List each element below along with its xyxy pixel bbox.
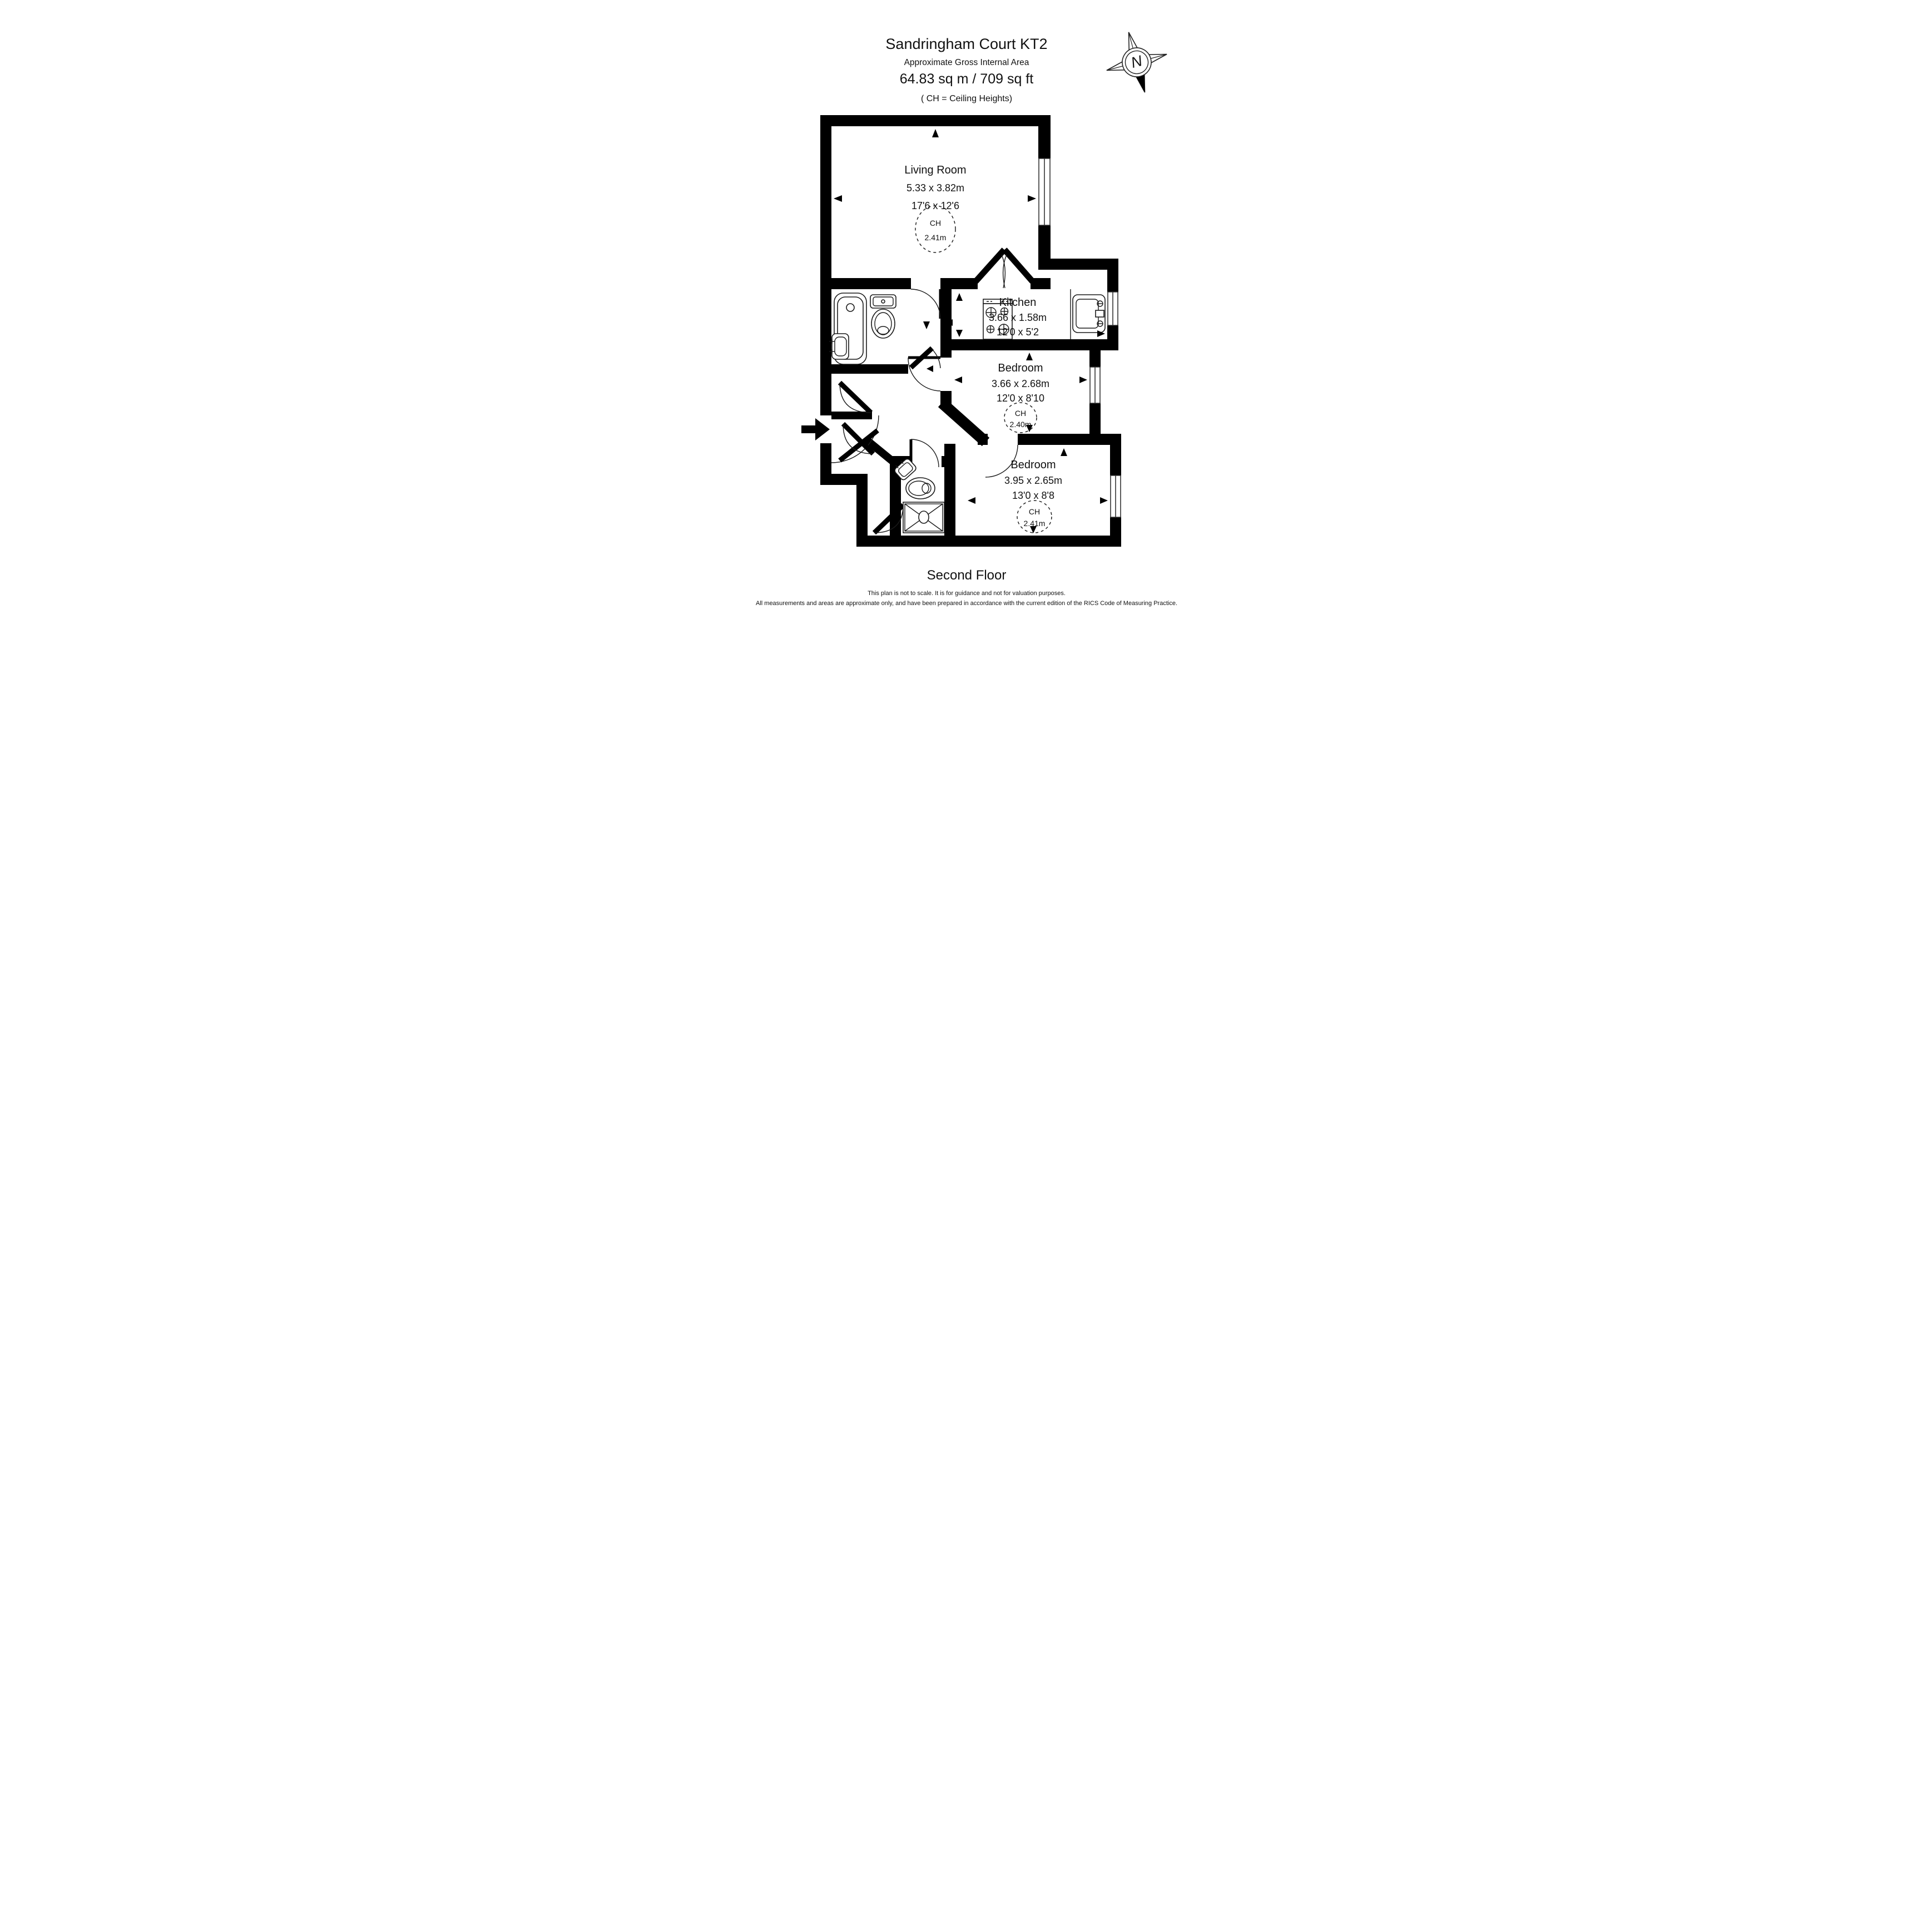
ch-label: CH <box>929 219 942 227</box>
ch-label: CH <box>1028 507 1041 516</box>
toilet-icon <box>870 295 896 338</box>
room-name: Bedroom <box>1010 459 1056 471</box>
room-living-room <box>904 164 966 252</box>
gross-area: 64.83 sq m / 709 sq ft <box>899 71 1034 87</box>
room-name: Bedroom <box>998 362 1043 374</box>
kitchen-sink-icon <box>1073 295 1105 333</box>
ch-ellipse <box>915 206 955 252</box>
ch-label: CH <box>1014 409 1027 418</box>
room-imperial: 12'0 x 5'2 <box>997 326 1039 338</box>
disclaimer-line-2: All measurements and areas are approximate only, and have been prepared in accordance with the current edition of the RICS Code of Measuring Practice. <box>756 600 1177 607</box>
room-metric: 5.33 x 3.82m <box>906 182 965 194</box>
room-bedroom-1 <box>992 362 1049 433</box>
room-name: Kitchen <box>999 296 1037 309</box>
kitchen-double-door <box>978 252 1031 288</box>
ch-value: 2.40m <box>1009 420 1032 429</box>
compass-label: N <box>1129 52 1145 72</box>
room-imperial: 17'6 x 12'6 <box>911 200 959 211</box>
entrance-arrow-icon <box>801 418 830 440</box>
page-subtitle: Approximate Gross Internal Area <box>904 58 1029 67</box>
ch-note: ( CH = Ceiling Heights) <box>920 94 1013 103</box>
compass-north-icon <box>1098 24 1175 100</box>
room-metric: 3.95 x 2.65m <box>1004 475 1063 486</box>
disclaimer-line-1: This plan is not to scale. It is for guidance and not for valuation purposes. <box>868 590 1066 597</box>
window-kitchen <box>1107 292 1118 325</box>
basin-icon <box>829 334 849 359</box>
door-living-room <box>911 289 940 319</box>
floorplan-page <box>644 0 1288 644</box>
shower-icon <box>903 502 944 533</box>
room-name: Living Room <box>904 164 967 176</box>
room-bedroom-2 <box>1004 459 1062 533</box>
door-ensuite <box>911 439 939 467</box>
room-imperial: 12'0 x 8'10 <box>997 393 1044 404</box>
window-bedroom-1 <box>1089 367 1101 403</box>
window-bedroom-2 <box>1110 475 1121 517</box>
door-hall-cupboard-1 <box>840 383 871 413</box>
room-metric: 3.66 x 1.58m <box>988 312 1047 323</box>
ensuite-toilet-icon <box>906 478 935 499</box>
room-imperial: 13'0 x 8'8 <box>1012 490 1054 501</box>
window-living-room <box>1038 158 1051 225</box>
floorplan-canvas <box>644 0 1288 644</box>
room-metric: 3.66 x 2.68m <box>991 378 1050 389</box>
ch-value: 2.41m <box>924 233 947 242</box>
page-title: Sandringham Court KT2 <box>885 36 1048 52</box>
floor-label: Second Floor <box>927 568 1007 583</box>
ch-value: 2.41m <box>1023 519 1046 528</box>
